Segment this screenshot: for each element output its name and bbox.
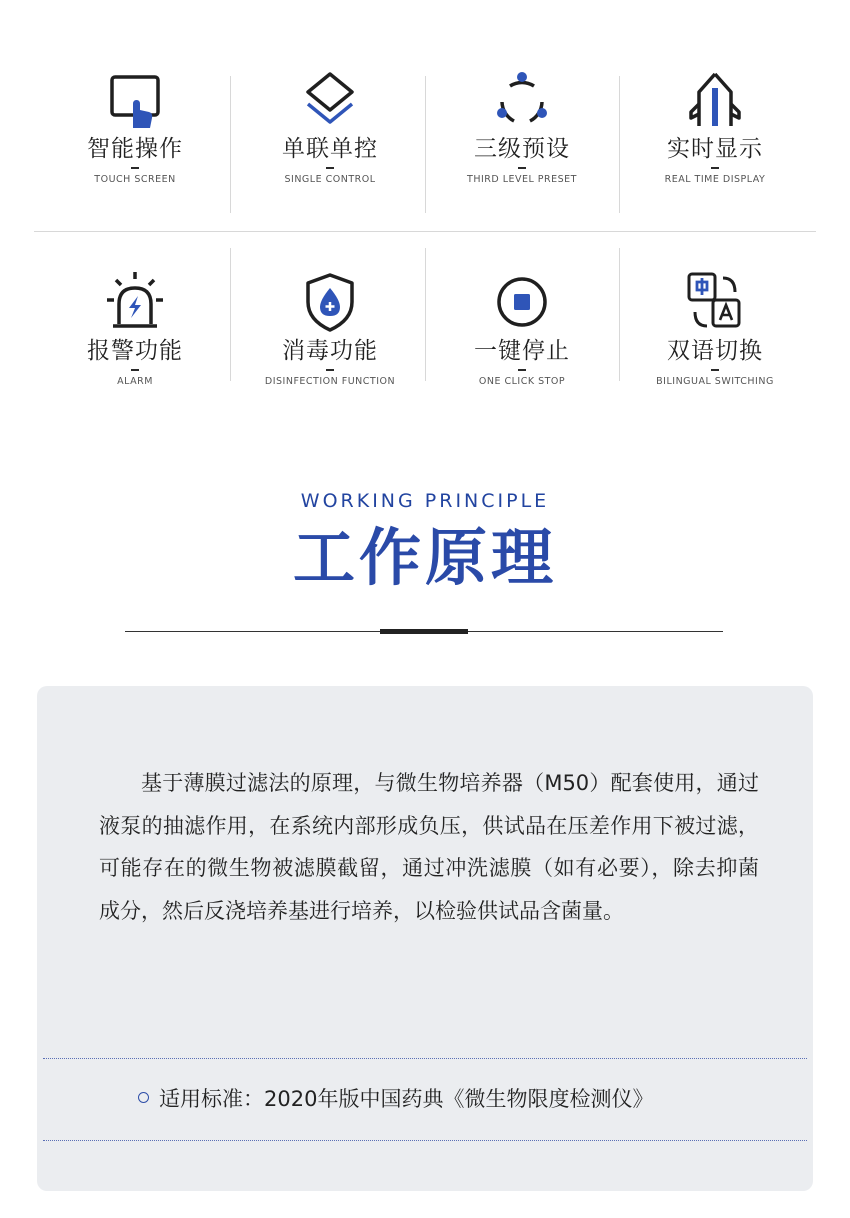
alarm-light-icon <box>103 270 167 334</box>
feature-en: TOUCH SCREEN <box>94 174 176 185</box>
section-title-cn: 工作原理 <box>292 521 557 594</box>
feature-name: 实时显示 <box>667 136 763 162</box>
touch-screen-icon <box>103 68 167 132</box>
feature-single-control <box>232 68 428 186</box>
feature-three-level <box>424 68 620 186</box>
feature-en: DISINFECTION FUNCTION <box>264 376 396 387</box>
applicable-standard <box>138 1084 653 1114</box>
translate-icon <box>683 270 747 334</box>
feature-one-click-stop <box>424 270 620 388</box>
standard-text: 适用标准：2020年版中国药典《微生物限度检测仪》 <box>159 1087 654 1111</box>
signal-up-icon <box>683 68 747 132</box>
principle-description: 基于薄膜过滤法的原理，与微生物培养器（M50）配套使用，通过液泵的抽滤作用，在系统内部形成负压，供试品在压差作用下被过滤，可能存在的微生物被滤膜截留，通过冲洗滤膜（如有必要），除去抑菌成分，然后反浇培养基进行培养，以检验供试品含菌量。 <box>99 771 759 923</box>
feature-real-time <box>617 68 813 186</box>
feature-en: THIRD LEVEL PRESET <box>467 174 577 185</box>
section-title-en: WORKING PRINCIPLE <box>300 490 550 512</box>
feature-en: SINGLE CONTROL <box>284 174 376 185</box>
feature-disinfection <box>232 270 428 388</box>
dotted-divider <box>43 1140 807 1141</box>
circle-bullet-icon <box>138 1092 149 1103</box>
feature-name: 智能操作 <box>87 136 183 162</box>
shield-drop-icon <box>298 270 362 334</box>
feature-bilingual <box>617 270 813 388</box>
feature-name: 单联单控 <box>282 136 378 162</box>
title-underline-accent <box>380 629 468 634</box>
layers-icon <box>298 68 362 132</box>
feature-en: ONE CLICK STOP <box>478 376 566 387</box>
feature-en: REAL TIME DISPLAY <box>664 174 766 185</box>
feature-en: BILINGUAL SWITCHING <box>656 376 774 387</box>
feature-name: 双语切换 <box>667 338 763 364</box>
feature-name: 报警功能 <box>87 338 183 364</box>
feature-name: 一键停止 <box>474 338 570 364</box>
three-level-icon <box>490 68 554 132</box>
stop-icon <box>490 270 554 334</box>
principle-panel <box>37 686 813 1191</box>
dotted-divider <box>43 1058 807 1059</box>
row-divider <box>34 231 816 232</box>
feature-en: ALARM <box>117 376 153 387</box>
feature-grid <box>34 58 816 402</box>
feature-touch-screen <box>37 68 233 186</box>
feature-name: 消毒功能 <box>282 338 378 364</box>
feature-alarm <box>37 270 233 388</box>
feature-name: 三级预设 <box>474 136 570 162</box>
